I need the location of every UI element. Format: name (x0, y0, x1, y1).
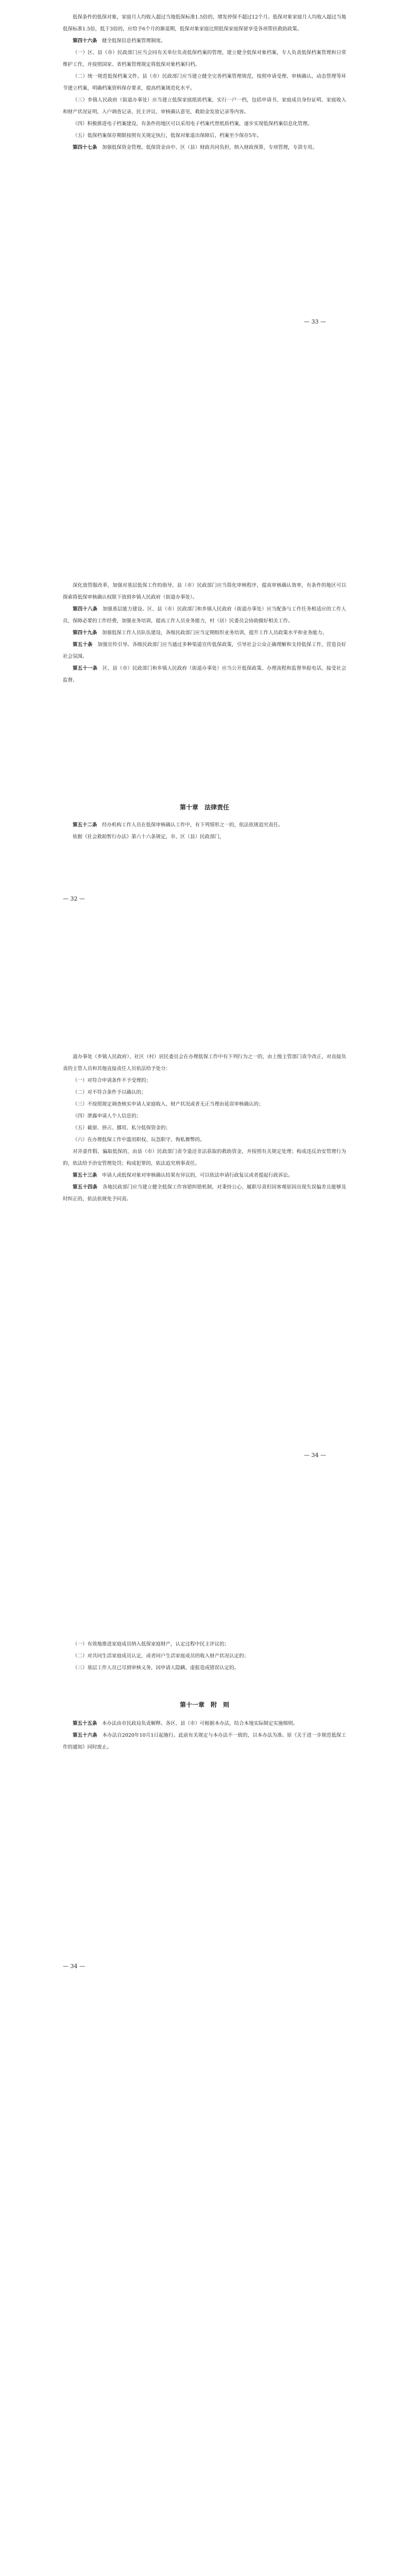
article-paragraph (63, 1051, 346, 1075)
article-paragraph (63, 1110, 346, 1122)
article-text: （一）有效地推进家庭成员纳入低保家庭财产，认定过程中民主评议的； (73, 1641, 230, 1647)
page-number: — 32 — (63, 895, 85, 902)
article-paragraph (63, 663, 346, 686)
chapter-title: 第十一章 附 则 (179, 1701, 229, 1708)
article-text: （二）对不符合条件予以确认的； (73, 1090, 146, 1095)
article-number: 第四十六条 (73, 38, 103, 44)
article-paragraph (63, 1122, 346, 1134)
article-text: 道办事处（乡镇人民政府）、社区（村）居民委员会在办理低保工作中有下列行为之一的，由上级主管部门责令改正，对直接负责的主管人员和其他直接责任人员依法给予处分： (63, 1054, 346, 1072)
article-paragraph (63, 1662, 346, 1674)
article-text: （五）低保档案保存期限按照有关规定执行，低保对象退出保障后，档案至少保存5年。 (73, 133, 262, 139)
article-text: 加强宣传引导。各级民政部门应当通过多种渠道宣传低保政策，引导社会公众正确理解和支持低保工作，营造良好社会氛围。 (63, 642, 346, 659)
article-paragraph (63, 1730, 346, 1753)
article-paragraph (63, 1181, 346, 1205)
article-paragraph (63, 603, 346, 627)
article-number: 第四十八条 (73, 606, 103, 612)
article-paragraph (63, 1146, 346, 1170)
article-text: （一）区、县（市）民政部门应当会同有关单位负责低保档案的管理，建立健全低保对象档案，专人负责低保档案管理和日常维护工作，并按照国家、省档案管理规定将低保对象档案归档。 (63, 50, 346, 67)
article-paragraph (63, 580, 346, 603)
article-number: 第五十五条 (73, 1721, 103, 1726)
page-number: — 33 — (304, 318, 326, 325)
article-text: 申请人或低保对象对审核确认结果有异议的，可以依法申请行政复议或者提起行政诉讼。 (102, 1173, 293, 1178)
article-number: 第五十二条 (73, 822, 103, 828)
page1-body (63, 11, 346, 154)
article-paragraph (63, 130, 346, 142)
article-paragraph (63, 35, 346, 47)
article-text: （四）泄露申请人个人信息的； (73, 1113, 142, 1119)
page4-chapter-body (63, 1718, 346, 1753)
page2-body (63, 580, 346, 686)
article-text: 低保条件的低保对象，家庭月人均收入超过当地低保标准1.5倍的，增发停保不超过12个月。低保对象家庭月人均收入超过当地低保标准1.5倍，低于3倍的，应给予6个月的渐退期，低保对象家庭比照低保家庭保留享受各项帮扶救助政策。 (63, 14, 346, 32)
article-paragraph (63, 1170, 346, 1181)
article-paragraph (63, 11, 346, 35)
article-paragraph (63, 831, 346, 843)
article-paragraph (63, 1075, 346, 1087)
page4-body (63, 1638, 346, 1674)
article-number: 第五十条 (73, 642, 98, 648)
article-text: 深化放管服改革，加强对基层低保工作的指导，县（市）民政部门应当简化审核程序，提高审核确认效率，有条件的地区可以探索将低保审核确认权限下放到乡镇人民政府（街道办事处）。 (63, 583, 346, 600)
article-number: 第五十四条 (73, 1184, 103, 1190)
article-paragraph (63, 142, 346, 154)
page-number: — 34 — (63, 1963, 85, 1970)
article-text: 本办法自2020年10月1日起施行。此前有关规定与本办法不一致的，以本办法为准。原《关于进一步规范低保工作的通知》同时废止。 (63, 1733, 346, 1750)
article-paragraph (63, 1087, 346, 1098)
page-number: — 34 — (304, 1452, 326, 1459)
article-text: （二）对共同生活家庭成员认定，或者同户生活家庭成员的收入财产状况认定的； (73, 1653, 249, 1659)
article-number: 第五十一条 (73, 666, 103, 671)
article-paragraph (63, 71, 346, 94)
article-paragraph (63, 1650, 346, 1662)
article-number: 第五十三条 (73, 1173, 103, 1178)
article-text: 健全低保信息档案管理制度。 (102, 38, 166, 44)
article-text: （一）对符合申请条件不予受理的； (73, 1078, 151, 1083)
article-paragraph (63, 1098, 346, 1110)
article-text: （三）乡镇人民政府（街道办事处）应当建立低保家庭纸质档案，实行一户一档，包括申请书、家庭成员身份证明、家庭收入和财产状况证明、入户调查记录、民主评议、审核确认意见、救助金发放记录等内容。 (63, 97, 346, 115)
article-number: 第四十九条 (73, 630, 103, 636)
article-text: （四）积极推进电子档案建设，有条件的地区可以采用电子档案代替纸质档案，逐步实现低保档案信息化管理。 (73, 121, 313, 127)
article-text: （二）统一规范低保档案文件。县（市）民政部门应当建立健全完善档案管理规范，按照申请受理、审核确认、动态管理等环节建立档案，明确档案资料保存要求，提高档案规范化水平。 (63, 74, 346, 91)
article-paragraph (63, 47, 346, 71)
article-paragraph (63, 819, 346, 831)
article-paragraph (63, 627, 346, 639)
article-text: 依据《社会救助暂行办法》第六十六条规定，市、区（县）民政部门， (73, 834, 225, 840)
article-text: 本办法由市民政局负责解释。各区、县（市）可根据本办法，结合本地实际制定实施细则。 (102, 1721, 298, 1726)
page3-body (63, 1051, 346, 1205)
article-paragraph (63, 639, 346, 663)
article-text: （五）截留、挤占、挪用、私分低保资金的； (73, 1125, 171, 1131)
article-text: （三）不按照规定调查核实申请人家庭收入、财产状况或者无正当理由延误审核确认的； (73, 1101, 264, 1107)
article-number: 第五十六条 (73, 1733, 103, 1738)
article-paragraph (63, 94, 346, 118)
article-text: 各地民政部门应当建立健全低保工作容错纠错机制，对秉持公心、履职尽责但因客观原因出现失误偏差且能够及时纠正的，依法依规免予问责。 (63, 1184, 346, 1202)
article-paragraph (63, 1718, 346, 1730)
article-text: 加强低保资金管理。低保资金由中、区（县）财政共同负担，纳入财政预算，专项管理，专款专用。 (102, 145, 318, 150)
article-paragraph (63, 1134, 346, 1146)
article-text: 区、县（市）民政部门和乡镇人民政府（街道办事处）应当公开低保政策、办理流程和监督举报电话，接受社会监督。 (63, 666, 346, 683)
chapter-title: 第十章 法律责任 (179, 804, 229, 811)
article-paragraph (63, 1638, 346, 1650)
article-text: 对弄虚作假、骗取低保的，由县（市）民政部门责令退还非法获取的救助资金，并按照有关规定处理；构成违反治安管理行为的，依法给予治安管理处罚；构成犯罪的，依法追究刑事责任。 (63, 1149, 346, 1166)
article-text: 加强基层能力建设。区、县（市）民政部门和乡镇人民政府（街道办事处）应当配备与工作任务相适应的工作人员，保障必要的工作经费，加强业务培训，提高工作人员业务能力，村（居）民委员会协助做好相关工作。 (63, 606, 346, 624)
article-text: 经办机构工作人员在低保审核确认工作中，有下列情形之一的，依法依规追究责任。 (102, 822, 283, 828)
article-text: （六）在办理低保工作中滥用职权、玩忽职守、徇私舞弊的。 (73, 1137, 205, 1143)
article-text: 加强低保工作人员队伍建设，各级民政部门应当定期组织业务培训，提升工作人员政策水平和业务能力。 (102, 630, 328, 636)
article-paragraph (63, 118, 346, 130)
article-text: （三）基层工作人员已尽到审核义务，因申请人隐瞒、虚报造成错误认定的。 (73, 1665, 240, 1671)
page2-chapter-body (63, 819, 346, 843)
article-number: 第四十七条 (73, 145, 103, 150)
